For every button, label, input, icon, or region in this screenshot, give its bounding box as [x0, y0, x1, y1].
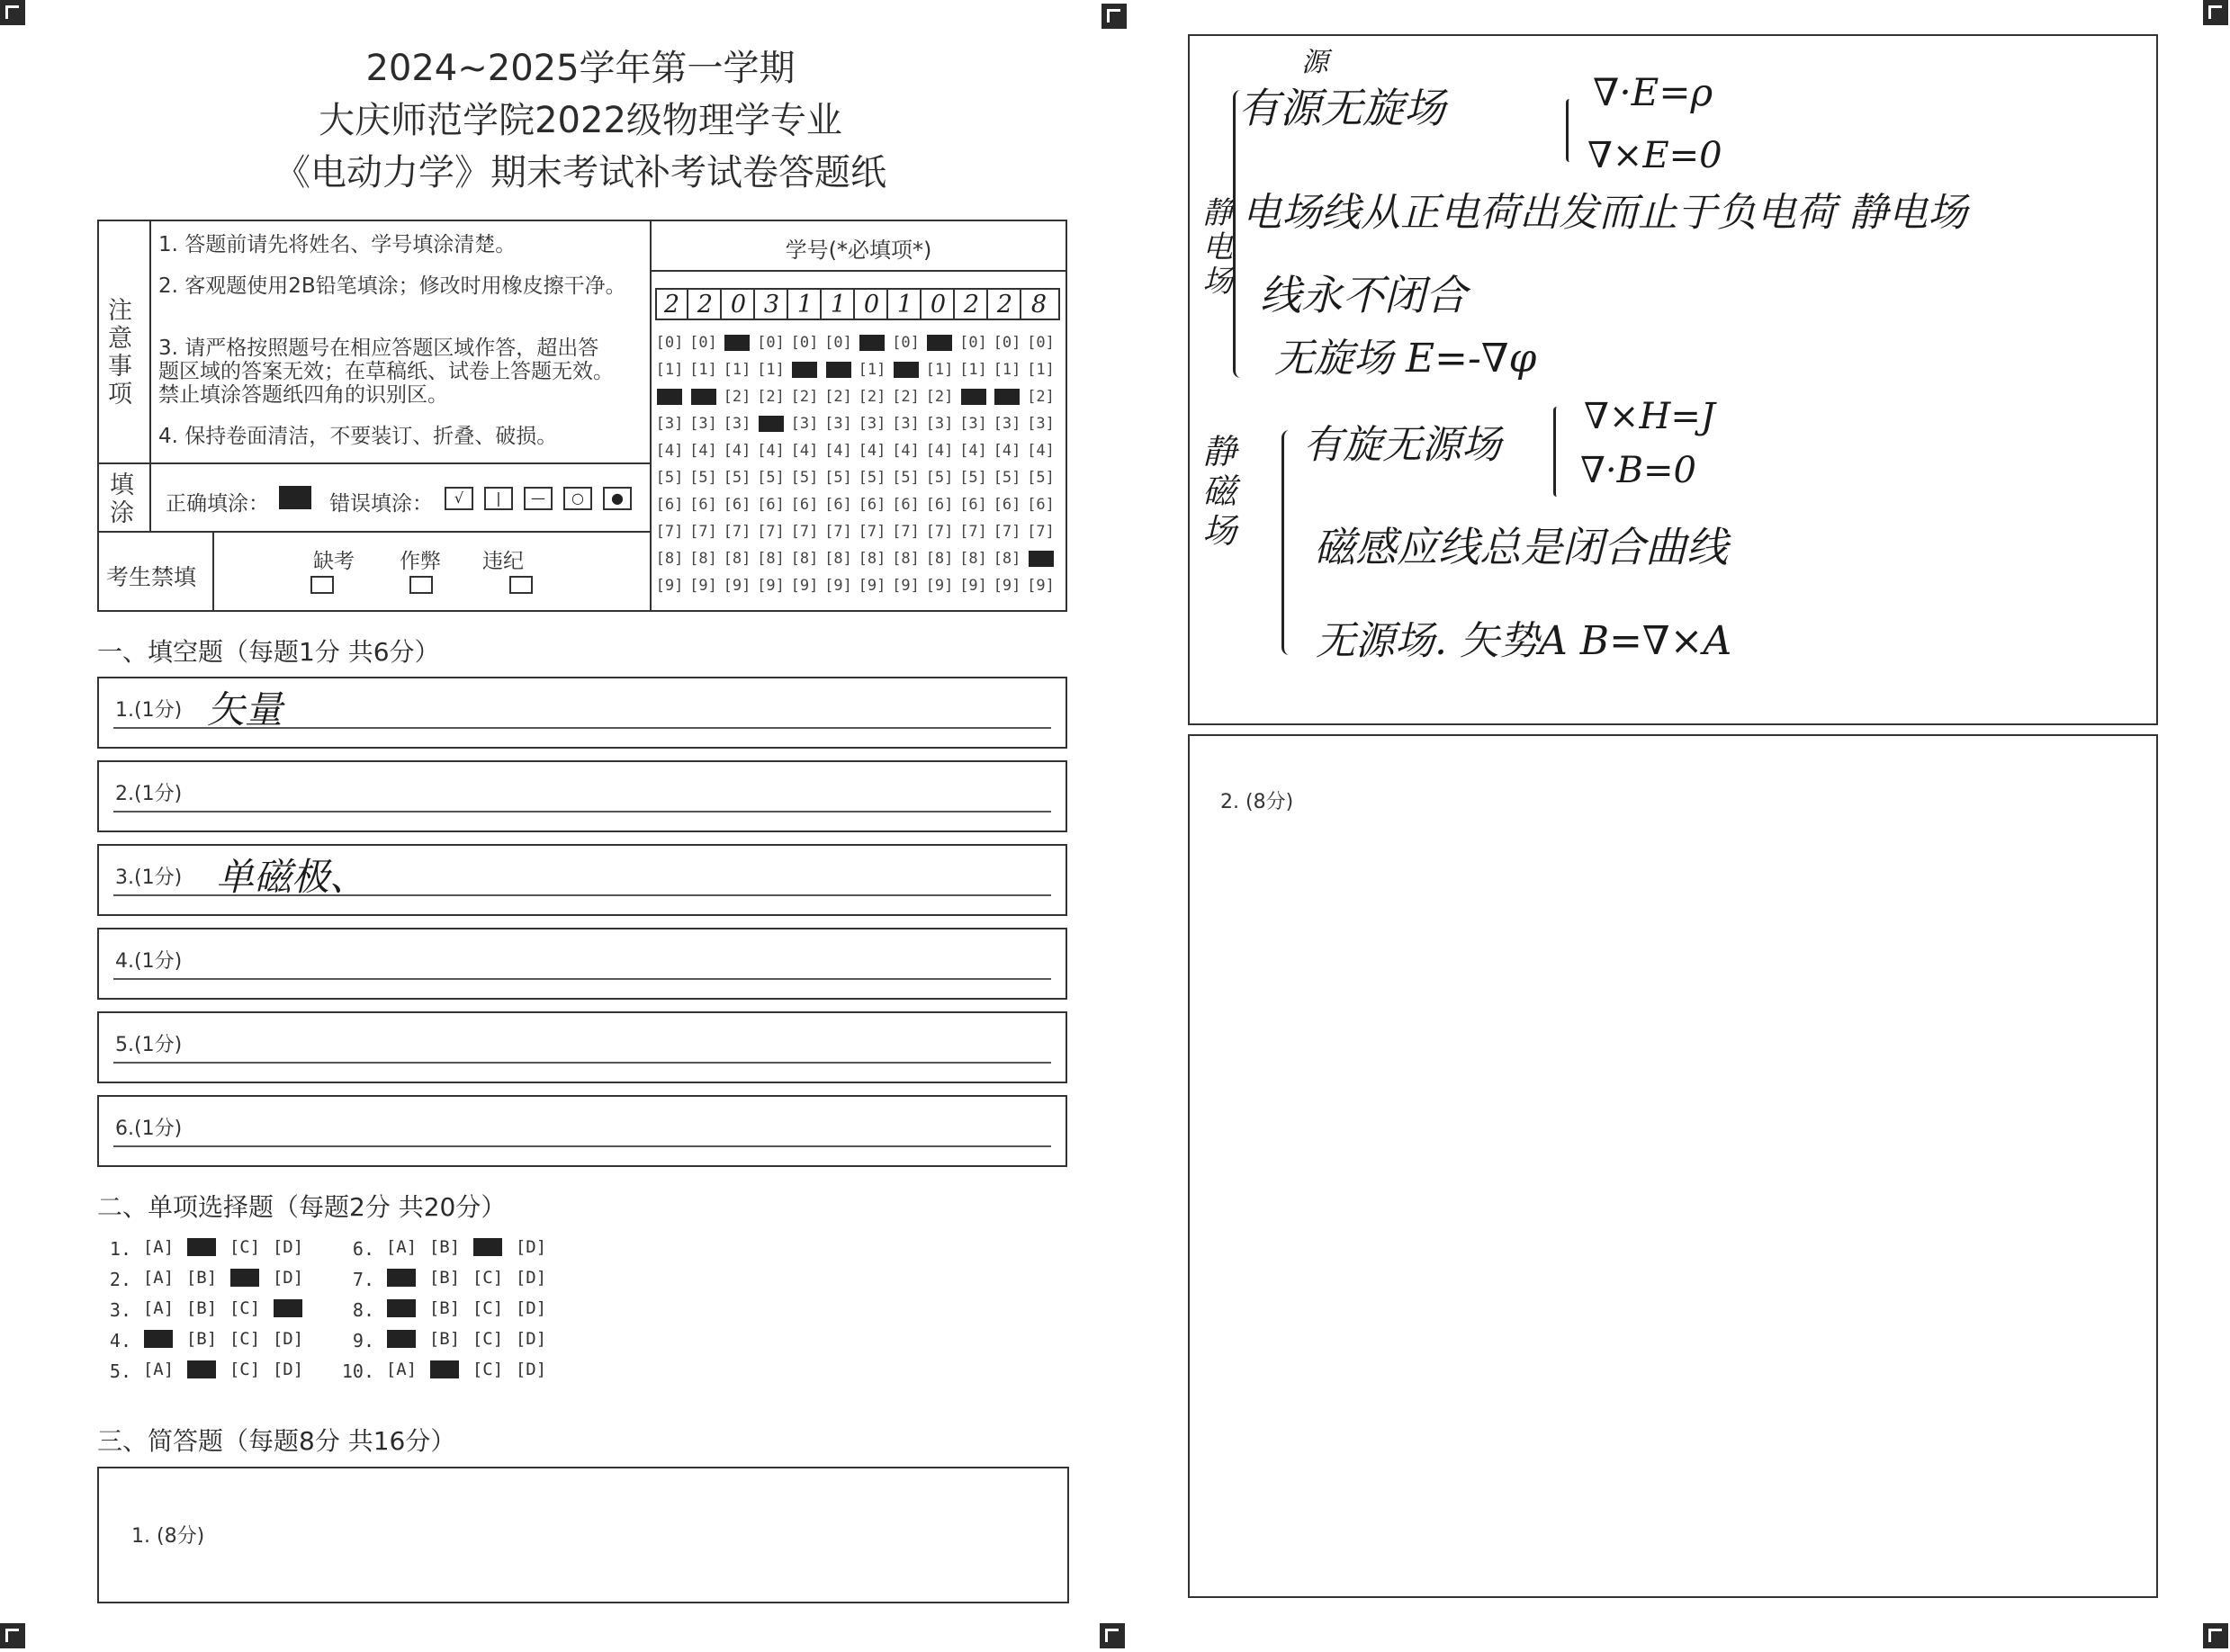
student-id-digit: 0: [724, 290, 755, 320]
student-id-bubble[interactable]: [6]: [757, 496, 785, 514]
student-id-bubble[interactable]: [3]: [959, 415, 987, 433]
hw-line-5: 线永不闭合: [1260, 271, 1467, 319]
notice-item-3: 3. 请严格按照题号在相应答题区域作答，超出答题区域的答案无效；在草稿纸、试卷上答题无效。禁止填涂答题纸四角的识别区。: [158, 337, 614, 407]
student-id-bubble[interactable]: [9]: [925, 577, 954, 595]
mc-option[interactable]: [470, 1238, 506, 1256]
mc-option[interactable]: [C]: [229, 1237, 261, 1257]
mc-option[interactable]: [A]: [385, 1237, 418, 1257]
mc-option[interactable]: [B]: [428, 1329, 461, 1349]
fill-blank-box[interactable]: [97, 928, 1067, 1000]
hw-line-4: 电场线从正电荷出发而止于负电荷 静电场: [1242, 190, 1967, 236]
mc-option[interactable]: [C]: [472, 1329, 504, 1349]
header-exam-title: 《电动力学》期末考试补考试卷答题纸: [274, 152, 886, 193]
student-id-bubble[interactable]: [7]: [858, 523, 886, 541]
short-answer-q2-label: 2. (8分): [1220, 791, 1294, 813]
student-id-bubble[interactable]: [6]: [925, 496, 954, 514]
student-id-bubble[interactable]: [6]: [892, 496, 920, 514]
student-id-bubble[interactable]: [9]: [723, 577, 751, 595]
student-id-bubble[interactable]: [2]: [858, 388, 886, 406]
mc-option[interactable]: [C]: [472, 1268, 504, 1288]
student-id-bubble[interactable]: [1]: [723, 361, 751, 379]
section1-title: 一、填空题（每题1分 共6分）: [97, 637, 440, 667]
correct-fill-label: 正确填涂：: [166, 492, 269, 516]
short-answer-q1-box[interactable]: [97, 1467, 1069, 1603]
student-id-bubble[interactable]: [1]: [925, 361, 954, 379]
fill-blank-label: 4.(1分): [115, 950, 183, 973]
mc-option[interactable]: [C]: [229, 1329, 261, 1349]
student-id-bubble[interactable]: [5]: [925, 469, 954, 487]
student-id-bubble[interactable]: [1]: [1027, 361, 1055, 379]
student-id-bubble[interactable]: [858, 333, 886, 353]
student-id-bubble[interactable]: [0]: [959, 334, 987, 352]
hw-line-1: 有源无旋场: [1238, 84, 1445, 132]
mc-option[interactable]: [270, 1299, 306, 1317]
mc-option[interactable]: [140, 1330, 176, 1348]
student-id-bubble[interactable]: [3]: [723, 415, 751, 433]
student-id-bubble[interactable]: [8]: [689, 550, 717, 568]
student-id-bubble[interactable]: [7]: [1027, 523, 1055, 541]
student-id-bubble[interactable]: [5]: [824, 469, 852, 487]
mc-option[interactable]: [C]: [229, 1298, 261, 1318]
student-id-digit: 3: [757, 290, 788, 320]
hw-line-8: ∇×H=J: [1584, 396, 1715, 437]
hw-side-label-static-magnetic: 静磁场: [1202, 432, 1237, 551]
fill-blank-underline: [113, 1062, 1051, 1064]
fill-blank-underline: [113, 1145, 1051, 1147]
section3-title: 三、简答题（每题8分 共16分）: [97, 1426, 456, 1456]
student-id-bubble[interactable]: [5]: [993, 469, 1021, 487]
student-id-bubble[interactable]: [824, 360, 853, 380]
student-id-bubble[interactable]: [993, 387, 1021, 407]
student-id-bubble[interactable]: [0]: [689, 334, 717, 352]
student-id-bubble[interactable]: [9]: [757, 577, 785, 595]
student-id-bubble[interactable]: [1]: [689, 361, 717, 379]
student-id-bubble[interactable]: [4]: [993, 442, 1021, 460]
student-id-bubble[interactable]: [0]: [824, 334, 852, 352]
violation-label: 违纪: [482, 550, 524, 573]
mc-question-number: 3.: [109, 1299, 131, 1321]
student-id-bubble[interactable]: [8]: [824, 550, 852, 568]
student-id-bubble[interactable]: [4]: [959, 442, 987, 460]
student-id-bubble[interactable]: [7]: [757, 523, 785, 541]
student-id-bubble[interactable]: [9]: [655, 577, 684, 595]
student-id-bubble[interactable]: [1]: [757, 361, 785, 379]
mc-option[interactable]: [A]: [142, 1360, 175, 1379]
student-id-bubble[interactable]: [5]: [757, 469, 785, 487]
student-id-bubble[interactable]: [0]: [993, 334, 1021, 352]
cheating-label: 作弊: [400, 550, 441, 573]
student-id-bubble[interactable]: [2]: [925, 388, 954, 406]
student-id-bubble[interactable]: [959, 387, 988, 407]
student-id-bubble[interactable]: [8]: [959, 550, 987, 568]
mc-option[interactable]: [184, 1238, 220, 1256]
student-id-bubble[interactable]: [7]: [655, 523, 684, 541]
student-id-digit: 1: [890, 290, 922, 320]
student-id-bubble[interactable]: [3]: [925, 415, 954, 433]
student-id-bubble[interactable]: [9]: [959, 577, 987, 595]
student-id-digit: 0: [857, 290, 888, 320]
student-id-bubble[interactable]: [689, 387, 718, 407]
fill-label: 填涂: [110, 471, 134, 527]
header-school: 大庆师范学院2022级物理学专业: [319, 100, 842, 141]
fill-blank-answer: 矢量: [207, 687, 283, 732]
brace-line-1: [1566, 99, 1574, 162]
brace-line-2: [1553, 407, 1561, 497]
student-id-bubble[interactable]: [6]: [723, 496, 751, 514]
student-id-digit: 2: [990, 290, 1021, 320]
hw-line-10: 磁感应线总是闭合曲线: [1314, 523, 1728, 571]
violation-checkbox[interactable]: [509, 576, 533, 594]
notice-item-2: 2. 客观题使用2B铅笔填涂；修改时用橡皮擦干净。: [158, 274, 626, 298]
mc-option[interactable]: [D]: [272, 1360, 304, 1379]
short-answer-q2-box[interactable]: [1188, 734, 2158, 1598]
student-id-bubble[interactable]: [5]: [892, 469, 920, 487]
student-id-bubble[interactable]: [757, 414, 786, 434]
student-id-bubble[interactable]: [3]: [1027, 415, 1055, 433]
mc-option[interactable]: [B]: [185, 1268, 218, 1288]
mc-option[interactable]: [D]: [272, 1329, 304, 1349]
wrong-fill-sample: —: [524, 487, 553, 510]
hw-line-7: 有旋无源场: [1303, 422, 1501, 468]
student-id-bubble[interactable]: [7]: [824, 523, 852, 541]
student-id-bubble[interactable]: [4]: [790, 442, 819, 460]
student-id-bubble[interactable]: [6]: [790, 496, 819, 514]
short-answer-q1-label: 1. (8分): [131, 1525, 205, 1548]
mc-option[interactable]: [B]: [185, 1298, 218, 1318]
student-id-bubble[interactable]: [3]: [689, 415, 717, 433]
student-id-bubble[interactable]: [9]: [892, 577, 920, 595]
notice-item-4: 4. 保持卷面清洁，不要装订、折叠、破损。: [158, 425, 558, 448]
student-id-bubble[interactable]: [1027, 549, 1056, 569]
student-id-bubble[interactable]: [7]: [892, 523, 920, 541]
student-id-bubble[interactable]: [2]: [892, 388, 920, 406]
mc-question-number: 1.: [109, 1238, 131, 1260]
student-id-digit: 2: [657, 290, 688, 320]
student-id-bubble[interactable]: [4]: [689, 442, 717, 460]
student-id-digit: 0: [923, 290, 955, 320]
student-id-bubble[interactable]: [0]: [1027, 334, 1055, 352]
student-id-bubble[interactable]: [7]: [723, 523, 751, 541]
student-id-bubble[interactable]: [6]: [858, 496, 886, 514]
mc-question-number: 5.: [109, 1360, 131, 1382]
notice-label: 注意事项: [108, 297, 132, 409]
wrong-fill-sample: √: [445, 487, 473, 510]
student-id-bubble[interactable]: [892, 360, 921, 380]
student-id-bubble[interactable]: [7]: [790, 523, 819, 541]
mc-option[interactable]: [D]: [272, 1237, 304, 1257]
fill-blank-box[interactable]: [97, 760, 1067, 832]
student-id-bubble[interactable]: [8]: [925, 550, 954, 568]
student-id-bubble[interactable]: [4]: [925, 442, 954, 460]
student-id-bubble[interactable]: [2]: [1027, 388, 1055, 406]
student-id-bubble[interactable]: [3]: [892, 415, 920, 433]
cheating-checkbox[interactable]: [409, 576, 433, 594]
mc-question-number: 7.: [352, 1269, 374, 1290]
absent-label: 缺考: [313, 550, 355, 573]
student-id-bubble[interactable]: [8]: [993, 550, 1021, 568]
hw-superscript-source: 源: [1301, 47, 1328, 78]
mc-option[interactable]: [C]: [229, 1360, 261, 1379]
student-id-bubble[interactable]: [1]: [858, 361, 886, 379]
student-id-bubble[interactable]: [8]: [892, 550, 920, 568]
student-id-bubble[interactable]: [8]: [757, 550, 785, 568]
student-id-bubble[interactable]: [0]: [655, 334, 684, 352]
student-id-bubble[interactable]: [0]: [892, 334, 920, 352]
student-id-bubble[interactable]: [2]: [824, 388, 852, 406]
mc-option[interactable]: [B]: [428, 1298, 461, 1318]
student-id-bubble[interactable]: [925, 333, 954, 353]
correct-fill-sample: [279, 486, 311, 509]
mc-option[interactable]: [A]: [142, 1268, 175, 1288]
fill-blank-box[interactable]: [97, 1011, 1067, 1083]
mc-question-number: 4.: [109, 1330, 131, 1351]
mc-option[interactable]: [C]: [472, 1298, 504, 1318]
mc-option[interactable]: [C]: [472, 1360, 504, 1379]
student-id-bubble[interactable]: [5]: [790, 469, 819, 487]
mc-option[interactable]: [D]: [515, 1268, 547, 1288]
fill-blank-label: 6.(1分): [115, 1118, 183, 1140]
student-id-bubble[interactable]: [8]: [858, 550, 886, 568]
student-id-bubble[interactable]: [5]: [655, 469, 684, 487]
student-id-bubble[interactable]: [9]: [790, 577, 819, 595]
student-id-bubble[interactable]: [9]: [824, 577, 852, 595]
student-id-digit: 8: [1030, 291, 1048, 319]
notice-item-1: 1. 答题前请先将姓名、学号填涂清楚。: [158, 233, 517, 256]
student-id-bubble[interactable]: [723, 333, 751, 353]
student-id-digit: 2: [690, 290, 722, 320]
student-id-digit: 2: [957, 290, 988, 320]
wrong-fill-label: 错误填涂：: [329, 492, 433, 516]
student-id-bubble[interactable]: [6]: [1027, 496, 1055, 514]
student-id-digit: 1: [823, 290, 855, 320]
student-id-bubble[interactable]: [7]: [993, 523, 1021, 541]
student-id-bubble[interactable]: [9]: [993, 577, 1021, 595]
student-id-title: 学号(*必填项*): [785, 238, 932, 263]
absent-checkbox[interactable]: [310, 576, 334, 594]
student-id-bubble[interactable]: [4]: [824, 442, 852, 460]
corner-marker-top-left: [0, 0, 25, 25]
student-id-bubble[interactable]: [3]: [824, 415, 852, 433]
mc-option[interactable]: [227, 1269, 263, 1287]
student-id-bubble[interactable]: [6]: [993, 496, 1021, 514]
student-id-bubble[interactable]: [4]: [1027, 442, 1055, 460]
student-id-bubble[interactable]: [8]: [723, 550, 751, 568]
section2-title: 二、单项选择题（每题2分 共20分）: [97, 1192, 507, 1222]
corner-marker-top-right: [2203, 0, 2228, 25]
student-id-bubble[interactable]: [7]: [689, 523, 717, 541]
mc-option[interactable]: [383, 1330, 419, 1348]
student-id-bubble[interactable]: [2]: [757, 388, 785, 406]
student-id-bubble[interactable]: [1]: [993, 361, 1021, 379]
student-id-bubble[interactable]: [7]: [925, 523, 954, 541]
student-id-bubble[interactable]: [9]: [858, 577, 886, 595]
corner-marker-top-middle: [1102, 4, 1127, 29]
student-id-bubble[interactable]: [5]: [959, 469, 987, 487]
student-id-bubble[interactable]: [6]: [959, 496, 987, 514]
mc-option[interactable]: [383, 1269, 419, 1287]
student-id-bubble[interactable]: [4]: [723, 442, 751, 460]
header-semester: 2024~2025学年第一学期: [365, 48, 796, 89]
student-id-bubble[interactable]: [3]: [655, 415, 684, 433]
student-id-bubble[interactable]: [7]: [959, 523, 987, 541]
mc-option[interactable]: [A]: [142, 1298, 175, 1318]
student-id-bubble[interactable]: [3]: [790, 415, 819, 433]
student-id-bubble[interactable]: [3]: [993, 415, 1021, 433]
student-id-bubble[interactable]: [6]: [655, 496, 684, 514]
student-id-bubble[interactable]: [9]: [1027, 577, 1055, 595]
fill-blank-answer: 单磁极、: [216, 855, 368, 899]
student-id-bubble[interactable]: [8]: [790, 550, 819, 568]
corner-marker-bottom-middle: [1100, 1623, 1125, 1648]
corner-marker-bottom-left: [0, 1623, 25, 1648]
student-id-bubble[interactable]: [1]: [959, 361, 987, 379]
student-id-bubble[interactable]: [0]: [790, 334, 819, 352]
student-id-bubble[interactable]: [2]: [723, 388, 751, 406]
student-id-bubble[interactable]: [6]: [824, 496, 852, 514]
student-id-bubble[interactable]: [4]: [892, 442, 920, 460]
student-id-bubble[interactable]: [1]: [655, 361, 684, 379]
mc-option[interactable]: [184, 1360, 220, 1378]
mc-option[interactable]: [427, 1360, 463, 1378]
student-id-bubble[interactable]: [5]: [858, 469, 886, 487]
hw-side-label-static-electric: 静电场: [1202, 195, 1233, 300]
mc-option[interactable]: [D]: [515, 1237, 547, 1257]
mc-option[interactable]: [D]: [515, 1298, 547, 1318]
hw-line-2: ∇·E=ρ: [1593, 70, 1713, 114]
student-id-bubble[interactable]: [4]: [757, 442, 785, 460]
fill-blank-underline: [113, 811, 1051, 813]
student-id-bubble[interactable]: [2]: [790, 388, 819, 406]
mc-option[interactable]: [D]: [272, 1268, 304, 1288]
mc-option[interactable]: [B]: [428, 1237, 461, 1257]
fill-blank-label: 2.(1分): [115, 783, 183, 805]
student-id-digit: 1: [790, 290, 822, 320]
mc-question-number: 10.: [341, 1360, 374, 1382]
wrong-fill-sample: ●: [603, 487, 632, 510]
student-id-bubble[interactable]: [655, 387, 684, 407]
student-id-bubble[interactable]: [0]: [757, 334, 785, 352]
student-id-bubble[interactable]: [9]: [689, 577, 717, 595]
mc-option[interactable]: [D]: [515, 1329, 547, 1349]
brace-static-magnetic: [1281, 430, 1297, 655]
forbidden-label: 考生禁填: [106, 564, 197, 590]
mc-option[interactable]: [383, 1299, 419, 1317]
student-id-bubble[interactable]: [5]: [723, 469, 751, 487]
hw-line-6: 无旋场 E=-∇φ: [1274, 336, 1537, 382]
student-id-bubble[interactable]: [5]: [689, 469, 717, 487]
student-id-bubble[interactable]: [4]: [858, 442, 886, 460]
mc-option[interactable]: [B]: [185, 1329, 218, 1349]
mc-question-number: 6.: [352, 1238, 374, 1260]
student-id-bubble[interactable]: [3]: [858, 415, 886, 433]
student-id-bubble[interactable]: [5]: [1027, 469, 1055, 487]
hw-line-9: ∇·B=0: [1580, 450, 1697, 491]
student-id-bubble[interactable]: [4]: [655, 442, 684, 460]
wrong-fill-sample: ○: [563, 487, 592, 510]
fill-blank-label: 3.(1分): [115, 866, 183, 889]
mc-option[interactable]: [B]: [428, 1268, 461, 1288]
student-id-bubble[interactable]: [8]: [655, 550, 684, 568]
mc-option[interactable]: [A]: [142, 1237, 175, 1257]
mc-question-number: 2.: [109, 1269, 131, 1290]
fill-blank-box[interactable]: [97, 1095, 1067, 1167]
student-id-bubble[interactable]: [6]: [689, 496, 717, 514]
fill-blank-underline: [113, 978, 1051, 980]
fill-blank-label: 1.(1分): [115, 699, 183, 722]
mc-question-number: 9.: [352, 1330, 374, 1351]
wrong-fill-sample: |: [484, 487, 513, 510]
student-id-bubble[interactable]: [790, 360, 819, 380]
hw-line-3: ∇×E=0: [1587, 135, 1722, 176]
mc-option[interactable]: [D]: [515, 1360, 547, 1379]
hw-line-11: 无源场. 矢势A B=∇×A: [1316, 618, 1732, 664]
mc-question-number: 8.: [352, 1299, 374, 1321]
fill-blank-label: 5.(1分): [115, 1034, 183, 1056]
mc-option[interactable]: [A]: [385, 1360, 418, 1379]
corner-marker-bottom-right: [2203, 1623, 2228, 1648]
